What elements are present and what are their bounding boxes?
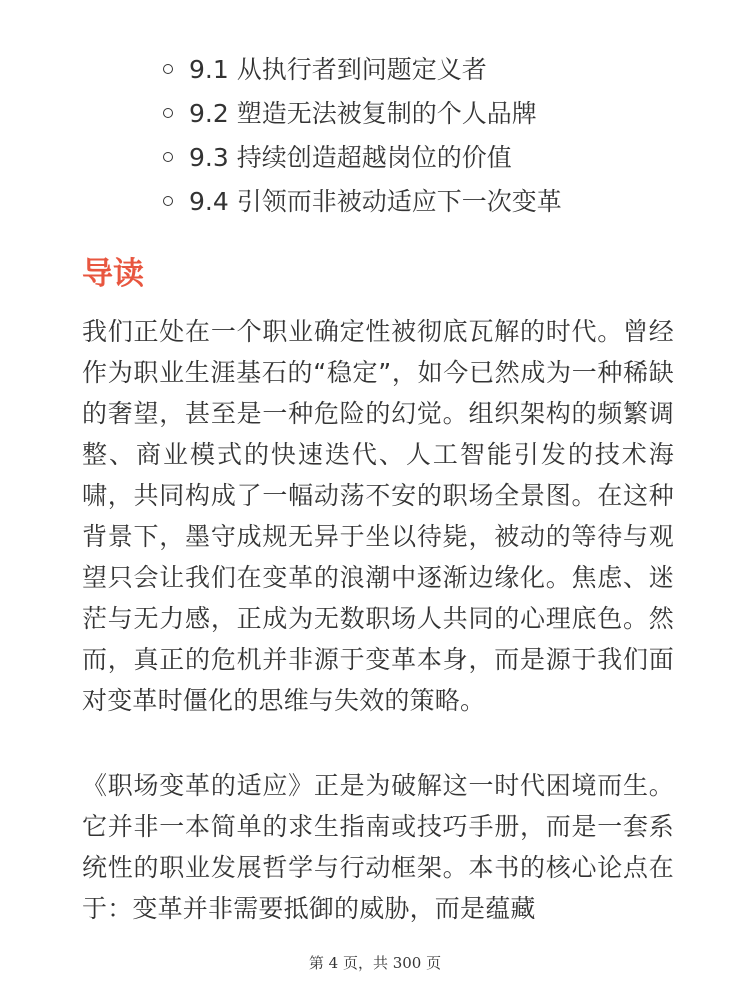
toc-item[interactable] xyxy=(163,136,562,180)
toc-item-label: 9.4 引领而非被动适应下一次变革 xyxy=(189,187,562,216)
page-number: 第 4 页，共 300 页 xyxy=(308,954,442,972)
circle-bullet-icon xyxy=(163,64,173,74)
circle-bullet-icon xyxy=(163,108,173,118)
toc-item[interactable] xyxy=(163,180,562,224)
toc-item-label: 9.3 持续创造超越岗位的价值 xyxy=(189,143,512,172)
body-paragraph: 《职场变革的适应》正是为破解这一时代困境而生。它并非一本简单的求生指南或技巧手册，而是一套系统性的职业发展哲学与行动框架。本书的核心论点在于：变革并非需要抵御的威胁，而是蕴藏 xyxy=(82,771,674,923)
toc-item[interactable] xyxy=(163,48,562,92)
toc-list xyxy=(163,48,562,224)
toc-item-label: 9.2 塑造无法被复制的个人品牌 xyxy=(189,99,537,128)
toc-item[interactable] xyxy=(163,92,562,136)
toc-item-label: 9.1 从执行者到问题定义者 xyxy=(189,55,487,84)
section-heading: 导读 xyxy=(82,256,144,292)
circle-bullet-icon xyxy=(163,152,173,162)
body-paragraph: 我们正处在一个职业确定性被彻底瓦解的时代。曾经作为职业生涯基石的“稳定”，如今已然成为一种稀缺的奢望，甚至是一种危险的幻觉。组织架构的频繁调整、商业模式的快速迭代、人工智能引发的技术海啸，共同构成了一幅动荡不安的职场全景图。在这种背景下，墨守成规无异于坐以待毙，被动的等待与观望只会让我们在变革的浪潮中逐渐边缘化。焦虑、迷茫与无力感，正成为无数职场人共同的心理底色。然而，真正的危机并非源于变革本身，而是源于我们面对变革时僵化的思维与失效的策略。 xyxy=(82,317,674,715)
circle-bullet-icon xyxy=(163,196,173,206)
